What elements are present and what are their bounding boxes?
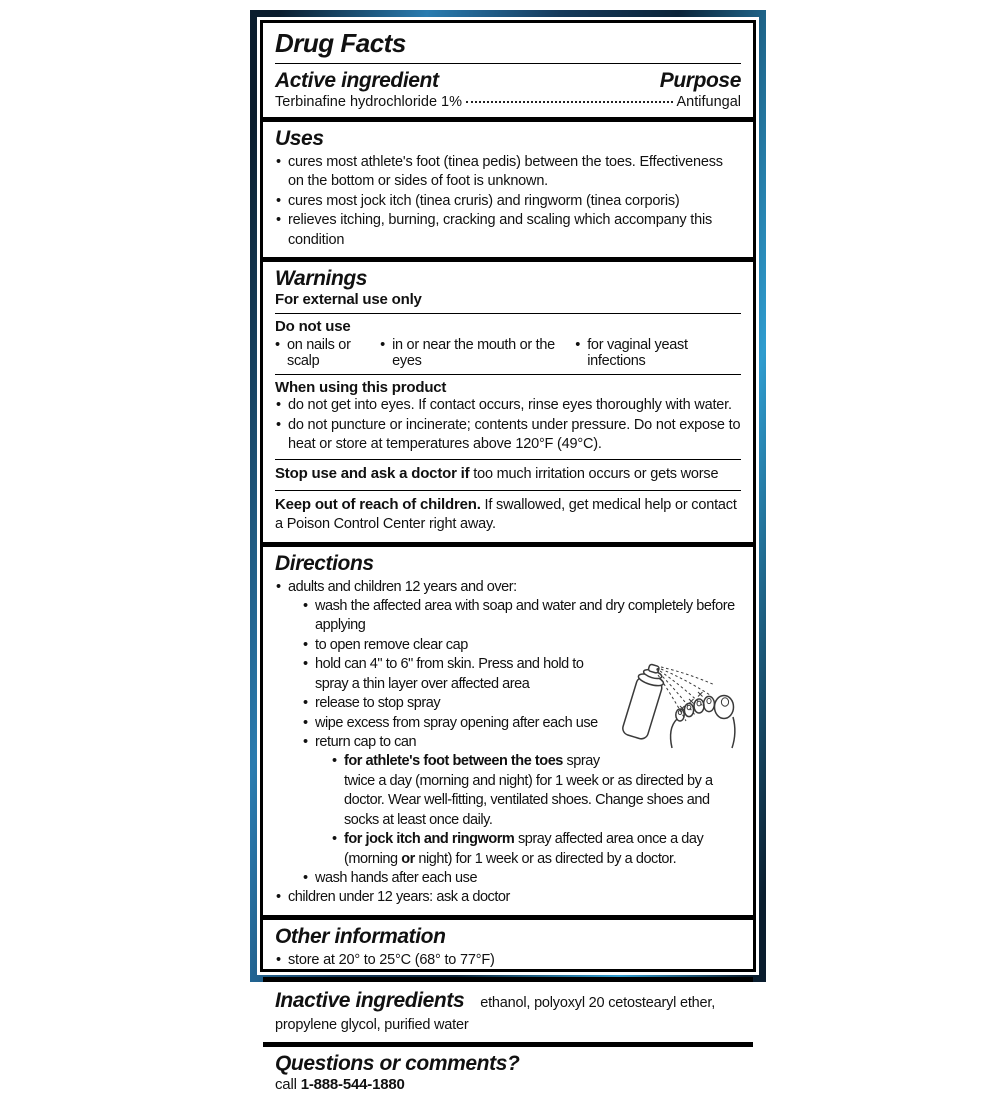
ingredient-leader-row <box>275 94 741 110</box>
do-not-use-subhead: Do not use <box>275 318 351 336</box>
directions-steps-list <box>302 597 741 888</box>
active-ingredient-row <box>275 69 741 93</box>
drug-facts-label-frame <box>250 10 766 1094</box>
section-warnings <box>263 262 753 542</box>
questions-title: Questions or comments? <box>275 1052 520 1076</box>
directions-adults-heading: adults and children 12 years and over: <box>288 578 517 595</box>
when-using-list <box>275 396 741 454</box>
section-directions <box>263 547 753 915</box>
stop-use-bold: Stop use and ask a doctor if <box>275 465 470 483</box>
dot-leader <box>466 101 673 103</box>
list-item <box>275 396 741 415</box>
jock-itch-rest-1: spray affected area once a day (morning <box>344 831 704 867</box>
list-item <box>275 416 741 455</box>
inactive-ingredients-title: Inactive ingredients <box>275 989 465 1013</box>
list-item <box>302 869 741 888</box>
label-inner-margin <box>257 17 759 1094</box>
phone-line <box>275 1076 741 1093</box>
list-item <box>302 714 741 733</box>
uses-list <box>275 153 741 250</box>
external-use-subhead: For external use only <box>275 291 422 309</box>
list-item <box>275 951 741 970</box>
uses-bullet-1: cures most athlete's foot (tinea pedis) between the toes. Effectiveness on the bottom or sides of foot is unknown. <box>288 154 723 190</box>
directions-title: Directions <box>275 551 374 575</box>
direction-step-3: hold can 4" to 6" from skin. Press and hold to spray a thin layer over affected area <box>315 656 584 692</box>
uses-bullet-2: cures most jock itch (tinea cruris) and ringworm (tinea corporis) <box>288 192 680 209</box>
keep-out-line <box>275 495 741 535</box>
inactive-ingredients-line <box>275 987 741 1035</box>
jock-itch-or-bold: or <box>401 850 415 867</box>
athletes-foot-rest: spray twice a day (morning and night) for 1 week or as directed by a doctor. Wear well-fitting, ventilated shoes. Change shoes and socks at least once daily. <box>344 753 713 828</box>
list-item <box>275 888 741 907</box>
section-questions <box>263 1047 753 1100</box>
jock-itch-bold: for jock itch and ringworm <box>344 831 515 848</box>
other-information-title: Other information <box>275 924 446 948</box>
condition-specific-list <box>331 752 741 869</box>
athletes-foot-bold: for athlete's foot between the toes <box>344 753 563 770</box>
thin-rule <box>275 374 741 375</box>
list-item <box>331 830 741 869</box>
list-item <box>275 192 741 211</box>
do-not-use-list <box>275 337 741 369</box>
uses-title: Uses <box>275 127 324 150</box>
list-item <box>331 752 741 830</box>
stop-use-line <box>275 464 741 484</box>
section-uses <box>263 122 753 257</box>
drug-facts-label <box>260 20 756 1094</box>
call-label: call <box>275 1076 301 1094</box>
direction-step-5: wipe excess from spray opening after each use <box>315 714 598 731</box>
list-item <box>302 733 741 869</box>
thin-rule <box>275 490 741 491</box>
phone-number: 1-888-544-1880 <box>300 1076 405 1094</box>
when-using-subhead: When using this product <box>275 379 447 397</box>
section-inactive-ingredients <box>263 982 753 1042</box>
do-not-use-bullet-2: • in or near the mouth or the eyes <box>380 337 575 369</box>
thin-rule <box>275 313 741 314</box>
list-item <box>302 597 741 636</box>
section-header <box>263 23 753 117</box>
list-item <box>302 694 741 713</box>
list-item <box>275 153 741 192</box>
jock-itch-rest-2: night) for 1 week or as directed by a doctor. <box>414 850 677 867</box>
stop-use-rest: too much irritation occurs or gets worse <box>469 466 719 483</box>
uses-bullet-3: relieves itching, burning, cracking and scaling which accompany this condition <box>288 212 713 248</box>
do-not-use-bullet-1: • on nails or scalp <box>275 337 380 369</box>
list-item <box>275 211 741 250</box>
ingredient-purpose: Antifungal <box>676 94 741 110</box>
direction-wash-hands: wash hands after each use <box>315 869 478 886</box>
directions-list <box>275 578 741 908</box>
direction-step-4: release to stop spray <box>315 695 441 712</box>
storage-bullet: store at 20° to 25°C (68° to 77°F) <box>288 951 495 968</box>
warnings-title: Warnings <box>275 267 368 291</box>
direction-step-1: wash the affected area with soap and water and dry completely before applying <box>315 598 735 634</box>
inactive-ingredients-text: ethanol, polyoxyl 20 cetostearyl ether, propylene glycol, purified water <box>275 995 716 1033</box>
do-not-use-bullet-3: • for vaginal yeast infections <box>575 337 739 369</box>
when-using-bullet-1: do not get into eyes. If contact occurs, rinse eyes thoroughly with water. <box>288 397 732 414</box>
list-item <box>302 655 741 694</box>
list-item <box>275 578 741 889</box>
direction-children: children under 12 years: ask a doctor <box>288 889 510 906</box>
other-information-list <box>275 951 741 970</box>
when-using-bullet-2: do not puncture or incinerate; contents under pressure. Do not expose to heat or store at temperatures above 120°F (49°C). <box>288 416 741 452</box>
direction-step-6: return cap to can <box>315 734 417 751</box>
keep-out-bold: Keep out of reach of children. <box>275 495 481 513</box>
thin-rule <box>275 459 741 460</box>
keep-out-rest: If swallowed, get medical help or contact a Poison Control Center right away. <box>275 496 737 533</box>
direction-step-2: to open remove clear cap <box>315 636 468 653</box>
drug-facts-title: Drug Facts <box>275 28 741 64</box>
purpose-label: Purpose <box>659 69 741 92</box>
section-other-information <box>263 920 753 977</box>
active-ingredient-label: Active ingredient <box>275 69 439 92</box>
ingredient-name: Terbinafine hydrochloride 1% <box>275 94 462 110</box>
